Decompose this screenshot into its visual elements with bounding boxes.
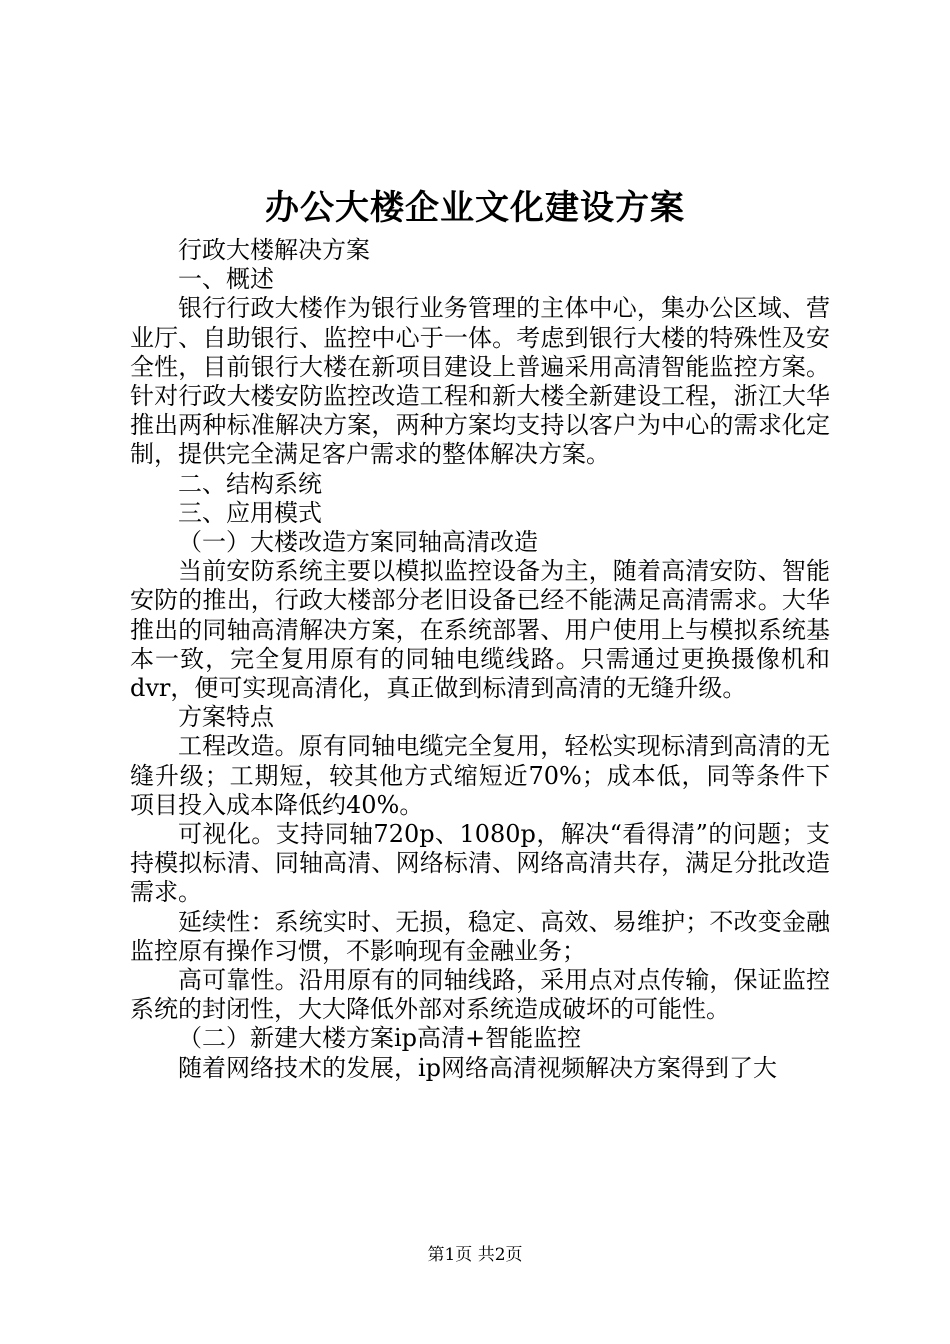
subsection-heading-new-building: （二）新建大楼方案ip高清+智能监控 [178, 1024, 582, 1053]
document-body [130, 236, 830, 1083]
subheading-features: 方案特点 [178, 703, 274, 732]
section-heading-structure: 二、结构系统 [178, 469, 322, 498]
paragraph: 随着网络技术的发展，ip网络高清视频解决方案得到了大 [178, 1053, 778, 1082]
paragraph: 可视化。支持同轴720p、1080p，解决“看得清”的问题；支持模拟标清、同轴高清、网络标清、网络高清共存，满足分批改造需求。 [130, 820, 830, 907]
paragraph: 高可靠性。沿用原有的同轴线路，采用点对点传输，保证监控系统的封闭性，大大降低外部对系统造成破坏的可能性。 [130, 966, 830, 1024]
paragraph-heading: 行政大楼解决方案 [178, 236, 370, 264]
section-heading-overview: 一、概述 [178, 265, 274, 294]
page-number-footer: 第1页 共2页 [427, 1245, 523, 1265]
paragraph: 延续性：系统实时、无损，稳定、高效、易维护；不改变金融监控原有操作习惯，不影响现有金融业务； [130, 907, 830, 965]
document-title: 办公大楼企业文化建设方案 [265, 188, 685, 228]
paragraph: 银行行政大楼作为银行业务管理的主体中心，集办公区域、营业厅、自助银行、监控中心于一体。考虑到银行大楼的特殊性及安全性，目前银行大楼在新项目建设上普遍采用高清智能监控方案。针对行政大楼安防监控改造工程和新大楼全新建设工程，浙江大华推出两种标准解决方案，两种方案均支持以客户为中心的需求化定制，提供完全满足客户需求的整体解决方案。 [130, 294, 830, 469]
paragraph: 工程改造。原有同轴电缆完全复用，轻松实现标清到高清的无缝升级；工期短，较其他方式缩短近70%；成本低，同等条件下项目投入成本降低约40%。 [130, 732, 830, 819]
section-heading-application: 三、应用模式 [178, 498, 322, 527]
paragraph: 当前安防系统主要以模拟监控设备为主，随着高清安防、智能安防的推出，行政大楼部分老旧设备已经不能满足高清需求。大华推出的同轴高清解决方案，在系统部署、用户使用上与模拟系统基本一致，完全复用原有的同轴电缆线路。只需通过更换摄像机和dvr，便可实现高清化，真正做到标清到高清的无缝升级。 [130, 557, 830, 703]
subsection-heading-renovation: （一）大楼改造方案同轴高清改造 [178, 528, 538, 557]
